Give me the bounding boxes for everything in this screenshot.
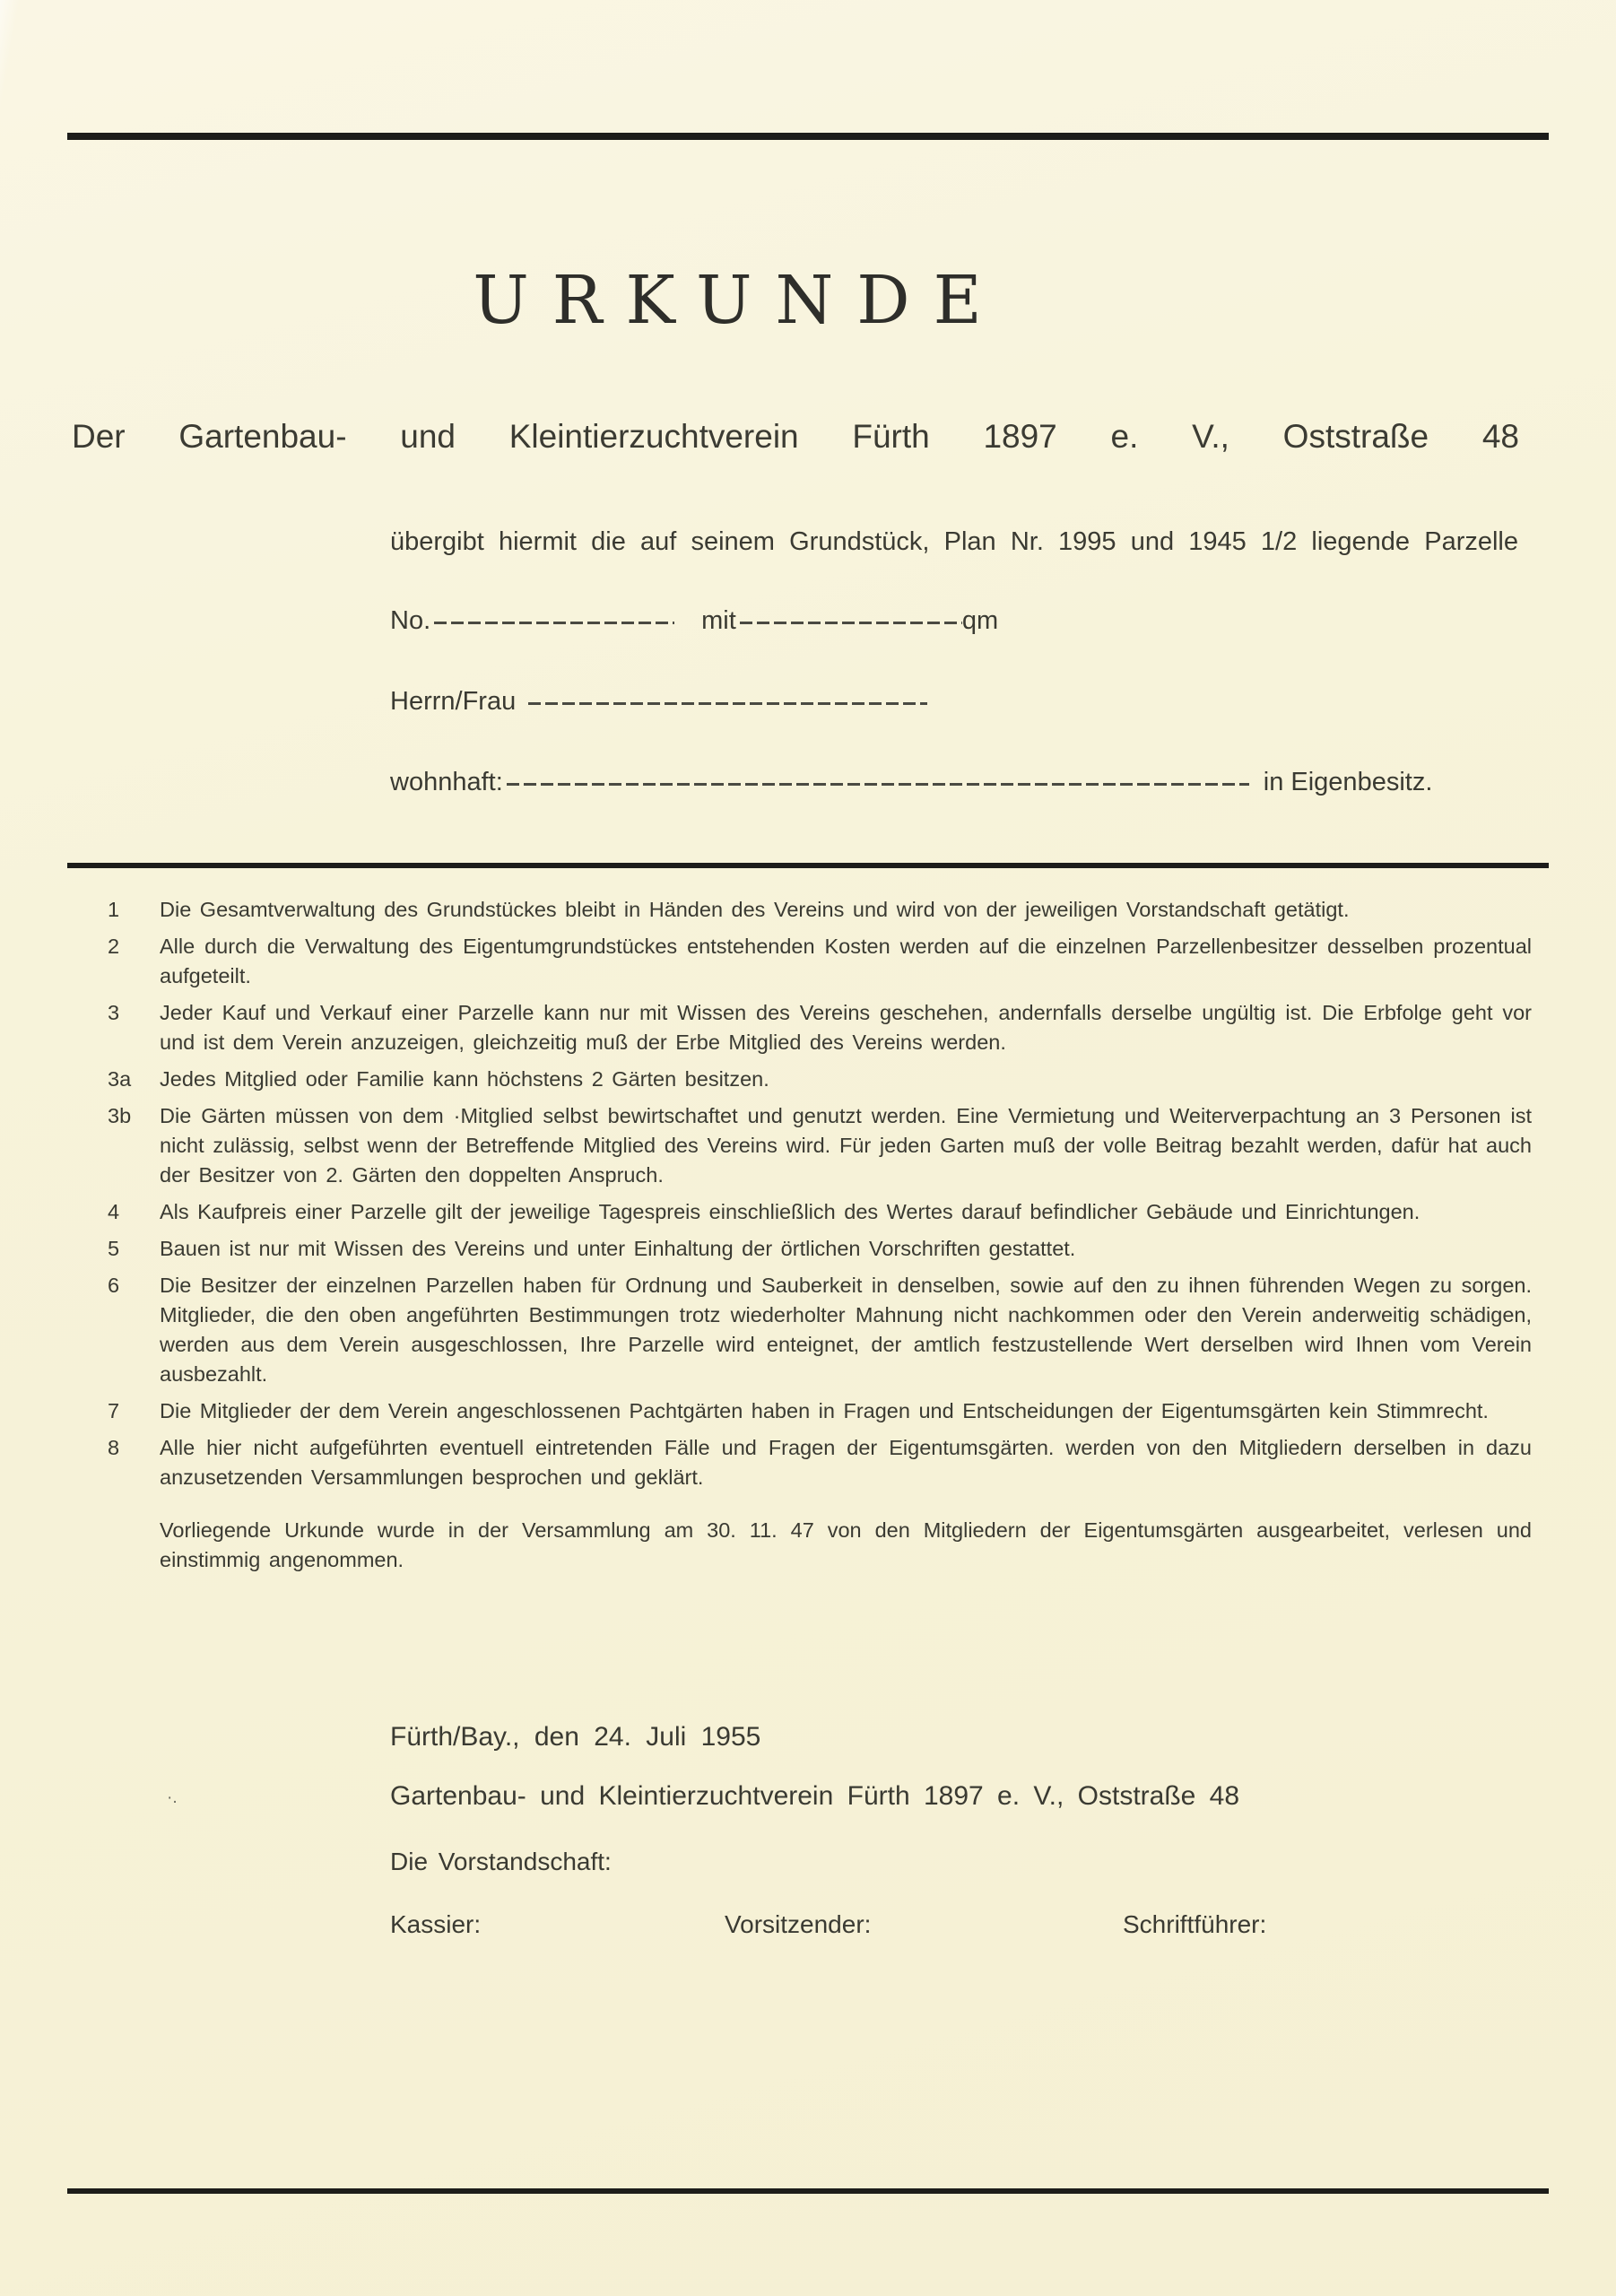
owner-name-line: [390, 687, 927, 717]
role-vorsitzender: Vorsitzender:: [725, 1910, 872, 1938]
closing-paragraph: Vorliegende Urkunde wurde in der Versammlung am 30. 11. 47 von den Mitgliedern der Eigentumsgärten ausgearbeitet, verlesen und einstimmig angenommen.: [160, 1518, 1532, 1571]
clause-item: [108, 932, 1532, 991]
board-label: Die Vorstandschaft:: [390, 1848, 612, 1875]
clause-text: Die Gärten müssen von dem ·Mitglied selbst bewirtschaftet und genutzt werden. Eine Vermietung und Weiterverpachtung an 3 Personen ist nicht zulässig, selbst wenn der Betreffende Mitglied des Vereins wird. Für jeden Garten muß der volle Beitrag bezahlt werden, dafür hat auch der Besitzer von 2. Gärten den doppelten Anspruch.: [160, 1104, 1532, 1187]
clause-number: 7: [108, 1399, 120, 1422]
clause-item: [108, 1197, 1532, 1227]
clause-number: 1: [108, 898, 120, 921]
clause-text: Als Kaufpreis einer Parzelle gilt der jeweilige Tagespreis einschließlich des Wertes darauf befindlicher Gebäude und Einrichtungen.: [160, 1200, 1421, 1223]
clause-item: [108, 895, 1532, 925]
clause-number: 4: [108, 1200, 120, 1223]
area-blank: [740, 622, 962, 624]
association-heading: Der Gartenbau- und Kleintierzuchtverein Fürth 1897 e. V., Oststraße 48: [72, 418, 1519, 455]
clause-number: 8: [108, 1436, 120, 1459]
clause-number: 3b: [108, 1104, 132, 1127]
owner-name-blank: [528, 702, 927, 705]
clause-item: [108, 1271, 1532, 1389]
name-label: Herrn/Frau: [390, 687, 517, 716]
clause-text: Die Mitglieder der dem Verein angeschlossenen Pachtgärten haben in Fragen und Entscheidungen der Eigentumsgärten kein Stimmrecht.: [160, 1399, 1489, 1422]
residence-blank: [507, 783, 1249, 786]
clause-item: [108, 1065, 1532, 1094]
mid-rule: [67, 863, 1549, 868]
no-label: No.: [390, 606, 431, 635]
clause-item: [108, 1101, 1532, 1190]
mit-label: mit: [701, 606, 736, 635]
document-title: URKUNDE: [473, 262, 1005, 339]
clause-item: [108, 1433, 1532, 1492]
place-date-line: Fürth/Bay., den 24. Juli 1955: [390, 1722, 761, 1752]
intro-line: übergibt hiermit die auf seinem Grundstück, Plan Nr. 1995 und 1945 1/2 liegende Parzelle: [390, 527, 1518, 556]
clause-number: 5: [108, 1237, 120, 1260]
clause-text: Alle hier nicht aufgeführten eventuell eintretenden Fälle und Fragen der Eigentumsgärten. werden von den Mitgliedern derselben in dazu anzusetzenden Versammlungen besprochen und geklärt.: [160, 1436, 1532, 1489]
residence-label: wohnhaft:: [390, 768, 503, 796]
role-kassier: Kassier:: [390, 1910, 482, 1938]
ownership-label: in Eigenbesitz.: [1263, 768, 1433, 796]
top-rule: [67, 133, 1549, 140]
clause-item: [108, 1396, 1532, 1426]
stray-mark: ·.: [167, 1788, 178, 1807]
residence-line: [390, 768, 1432, 797]
organization-line: Gartenbau- und Kleintierzuchtverein Fürth 1897 e. V., Oststraße 48: [390, 1781, 1240, 1811]
clause-item: [108, 998, 1532, 1057]
clause-text: Jeder Kauf und Verkauf einer Parzelle kann nur mit Wissen des Vereins geschehen, andernfalls derselbe ungültig ist. Die Erbfolge geht vor und ist dem Verein anzuzeigen, gleichzeitig muß der Erbe Mitglied des Vereins werden.: [160, 1001, 1532, 1054]
clause-text: Die Besitzer der einzelnen Parzellen haben für Ordnung und Sauberkeit in denselben, sowie auf den zu ihnen führenden Wegen zu sorgen. Mitglieder, die den oben angeführten Bestimmungen trotz wiederholter Mahnung nicht nachkommen oder den Verein anderweitig schädigen, werden aus dem Verein ausgeschlossen, Ihre Parzelle wird enteignet, der amtlich festzustellende Wert derselben wird Ihnen vom Verein ausbezahlt.: [160, 1274, 1532, 1386]
clause-text: Jedes Mitglied oder Familie kann höchstens 2 Gärten besitzen.: [160, 1067, 769, 1091]
role-schriftfuehrer: Schriftführer:: [1123, 1910, 1267, 1938]
clause-list: [108, 895, 1532, 1575]
signature-roles-row: [0, 1910, 1616, 1946]
clause-number: 3a: [108, 1067, 132, 1091]
clause-item: [108, 1234, 1532, 1264]
bottom-rule: [67, 2188, 1549, 2194]
qm-label: qm: [961, 606, 999, 635]
parcel-number-line: [390, 606, 998, 636]
clause-number: 6: [108, 1274, 120, 1297]
clause-number: 2: [108, 935, 120, 958]
clause-text: Bauen ist nur mit Wissen des Vereins und unter Einhaltung der örtlichen Vorschriften gestattet.: [160, 1237, 1076, 1260]
parcel-number-blank: [434, 622, 674, 624]
clause-text: Die Gesamtverwaltung des Grundstückes bleibt in Händen des Vereins und wird von der jeweiligen Vorstandschaft getätigt.: [160, 898, 1350, 921]
clause-number: 3: [108, 1001, 120, 1024]
clause-text: Alle durch die Verwaltung des Eigentumgrundstückes entstehenden Kosten werden auf die einzelnen Parzellenbesitzer desselben prozentual aufgeteilt.: [160, 935, 1532, 987]
